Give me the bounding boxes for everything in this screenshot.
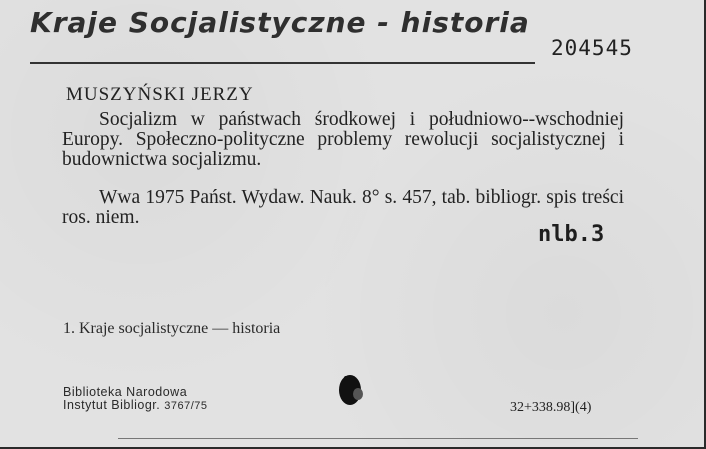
author-name: MUSZYŃSKI JERZY	[66, 84, 254, 105]
institution-number: 3767/75	[164, 400, 208, 412]
institution-block	[63, 386, 208, 413]
handwritten-subject: Kraje Socjalistyczne - historia	[30, 6, 530, 39]
institution-name: Instytut Bibliogr.	[63, 398, 161, 412]
publication-paragraph: Wwa 1975 Państ. Wydaw. Nauk. 8° s. 457, tab. bibliogr. spis treści ros. niem.	[62, 187, 624, 228]
institution-line-1: Biblioteka Narodowa	[63, 385, 188, 399]
subject-heading: 1. Kraje socjalistyczne — historia	[63, 320, 281, 337]
title-paragraph: Socjalizm w państwach środkowej i południowo--wschodniej Europy. Społeczno-polityczne problemy rewolucji socjalistycznej i budownictwa socjalizmu.	[62, 109, 624, 170]
institution-line-2	[63, 399, 208, 413]
bottom-divider	[118, 438, 638, 439]
classification-code: 32+338.98](4)	[510, 400, 592, 415]
ink-stamp-icon	[336, 372, 366, 408]
subject-underline	[30, 62, 535, 64]
call-number: 204545	[551, 36, 633, 60]
library-mark: nlb.3	[538, 222, 605, 247]
